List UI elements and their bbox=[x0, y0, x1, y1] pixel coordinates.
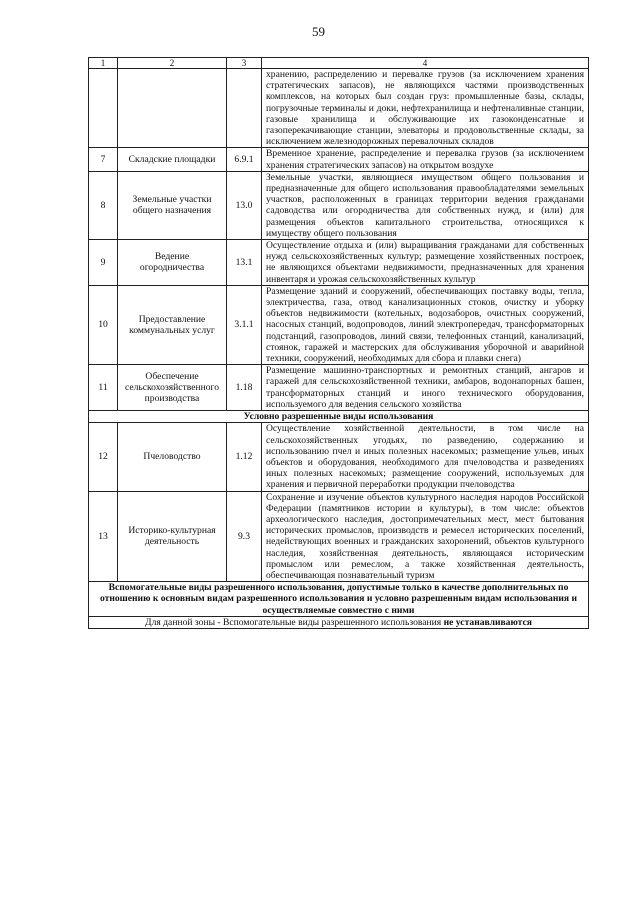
num-cell: 11 bbox=[89, 365, 118, 411]
num-cell bbox=[89, 69, 118, 148]
land-use-table bbox=[88, 57, 589, 629]
description-cell: Временное хранение, распределение и перевалка грузов (за исключением хранения стратегических запасов) на открытом воздухе bbox=[262, 148, 589, 171]
description-cell: Размещение зданий и сооружений, обеспечивающих поставку воды, тепла, электричества, газа, отвод канализационных стоков, очистку и уборку объектов недвижимости (котельных, водозаборов, очистных сооружений, насосных станций, водопроводов, линий электропередач, трансформаторных подстанций, газопроводов, линий связи, телефонных станций, канализаций, стоянок, гаражей и мастерских для обслуживания уборочной и аварийной техники, сооружений, необходимых для сбора и плавки снега) bbox=[262, 285, 589, 364]
description-cell: хранению, распределению и перевалке грузов (за исключением хранения стратегических запасов), не являющихся частями производственных комплексов, на которых был создан груз: промышленные базы, склады, погрузочные терминалы и доки, нефтехранилища и нефтеналивные станции, газовые хранилища и обслуживающие их газоконденсатные и газоперекачивающие станции, элеваторы и продовольственные склады, за исключением железнодорожных перевалочных складов bbox=[262, 69, 589, 148]
table-row bbox=[89, 171, 589, 239]
num-cell: 7 bbox=[89, 148, 118, 171]
conditional-uses-rows bbox=[89, 423, 589, 582]
footer-note-prefix: Для данной зоны - Вспомогательные виды разрешенного использования bbox=[145, 616, 442, 628]
table-row bbox=[89, 423, 589, 491]
name-cell: Обеспечение сельскохозяйственного производства bbox=[118, 365, 227, 411]
column-number: 1 bbox=[89, 58, 118, 69]
column-number-row bbox=[89, 58, 589, 69]
description-cell: Размещение машинно-транспортных и ремонтных станций, ангаров и гаражей для сельскохозяйственной техники, амбаров, водонапорных башен, трансформаторных станций и иного технического оборудования, используемого для ведения сельского хозяйства bbox=[262, 365, 589, 411]
description-cell: Сохранение и изучение объектов культурного наследия народов Российской Федерации (памятников истории и культуры), в том числе: объектов археологического наследия, достопримечательных мест, мест бытования исторических промыслов, производств и ремесел исторических поселений, недействующих военных и гражданских захоронений, объектов культурного наследия, хозяйственная деятельность, являющаяся историческим промыслом или ремеслом, а также хозяйственная деятельность, обеспечивающая познавательный туризм bbox=[262, 491, 589, 582]
table-row bbox=[89, 365, 589, 411]
code-cell bbox=[227, 69, 262, 148]
section-heading-conditional: Условно разрешенные виды использования bbox=[89, 411, 589, 423]
num-cell: 13 bbox=[89, 491, 118, 582]
code-cell: 3.1.1 bbox=[227, 285, 262, 364]
num-cell: 8 bbox=[89, 171, 118, 239]
column-number: 3 bbox=[227, 58, 262, 69]
section-heading-auxiliary: Вспомогательные виды разрешенного использования, допустимые только в качестве дополнительных по отношению к основным видам разрешенного использования и условно разрешенным видам использования и осуществляемые совместно с ними bbox=[89, 582, 589, 617]
code-cell: 1.12 bbox=[227, 423, 262, 491]
footer-note-bold: не устанавливаются bbox=[443, 616, 532, 628]
column-number: 4 bbox=[262, 58, 589, 69]
code-cell: 1.18 bbox=[227, 365, 262, 411]
name-cell: Складские площадки bbox=[118, 148, 227, 171]
page-number: 59 bbox=[312, 24, 325, 39]
table-row bbox=[89, 148, 589, 171]
section-row-auxiliary bbox=[89, 582, 589, 617]
name-cell: Ведение огородничества bbox=[118, 240, 227, 286]
name-cell bbox=[118, 69, 227, 148]
table-row-continuation bbox=[89, 69, 589, 148]
footer-note bbox=[89, 616, 589, 628]
num-cell: 12 bbox=[89, 423, 118, 491]
table-row bbox=[89, 240, 589, 286]
num-cell: 10 bbox=[89, 285, 118, 364]
code-cell: 13.1 bbox=[227, 240, 262, 286]
table-row bbox=[89, 491, 589, 582]
description-cell: Земельные участки, являющиеся имуществом общего пользования и предназначенные для общего использования правообладателями земельных участков, расположенных в границах территории ведения гражданами садоводства или огородничества для собственных нужд, и (или) для размещения объектов капитального строительства, относящихся к имуществу общего пользования bbox=[262, 171, 589, 239]
table-row bbox=[89, 285, 589, 364]
footer-note-row bbox=[89, 616, 589, 628]
num-cell: 9 bbox=[89, 240, 118, 286]
description-cell: Осуществление отдыха и (или) выращивания гражданами для собственных нужд сельскохозяйственных культур; размещение хозяйственных построек, не являющихся объектами недвижимости, предназначенных для хранения инвентаря и урожая сельскохозяйственных культур bbox=[262, 240, 589, 286]
name-cell: Историко-культурная деятельность bbox=[118, 491, 227, 582]
name-cell: Предоставление коммунальных услуг bbox=[118, 285, 227, 364]
description-cell: Осуществление хозяйственной деятельности, в том числе на сельскохозяйственных угодьях, по разведению, содержанию и использованию пчел и иных полезных насекомых; размещение ульев, иных объектов и оборудования, необходимого для пчеловодства и разведениях иных полезных насекомых; размещение сооружений, используемых для хранения и первичной переработки продукции пчеловодства bbox=[262, 423, 589, 491]
code-cell: 6.9.1 bbox=[227, 148, 262, 171]
code-cell: 9.3 bbox=[227, 491, 262, 582]
name-cell: Пчеловодство bbox=[118, 423, 227, 491]
name-cell: Земельные участки общего назначения bbox=[118, 171, 227, 239]
code-cell: 13.0 bbox=[227, 171, 262, 239]
section-row-conditional bbox=[89, 411, 589, 423]
column-number: 2 bbox=[118, 58, 227, 69]
main-uses-rows bbox=[89, 148, 589, 411]
